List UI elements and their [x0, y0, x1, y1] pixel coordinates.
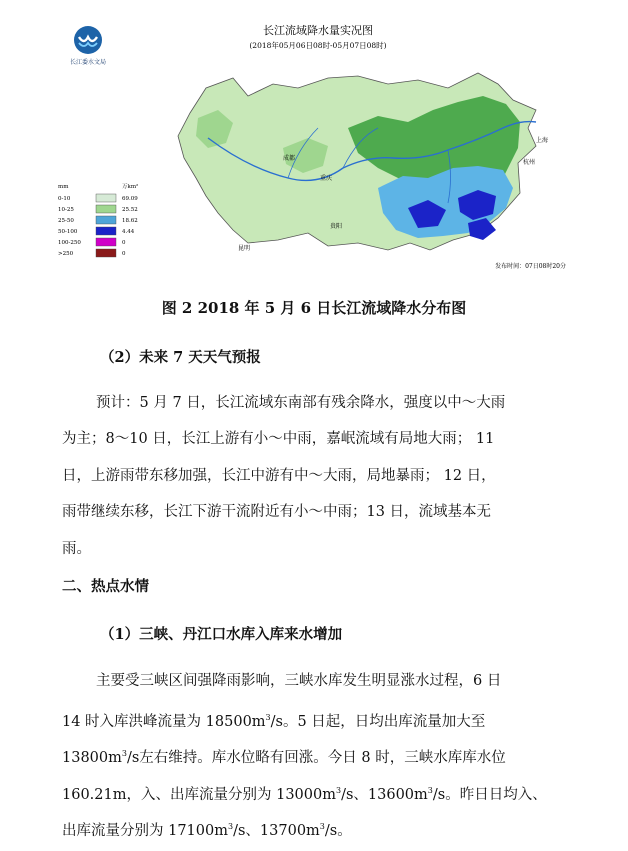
hotspot-line-5: 出库流量分别为 $17100m^3/s$、$13700m^3/s$。: [62, 822, 352, 839]
legend-area-value: 25.52: [122, 207, 138, 213]
place-shanghai: 上海: [536, 137, 549, 144]
hotspot-line-3: $13800m^3/s$左右维持。库水位略有回涨。今日 8 时，三峡水库库水位: [62, 749, 506, 766]
legend-unit-mm: mm: [58, 184, 69, 190]
legend-range-label: 100-250: [58, 240, 81, 246]
legend-swatch: [96, 249, 116, 257]
hotspot-line-1: 主要受三峡区间强降雨影响，三峡水库发生明显涨水过程，6 日: [96, 673, 502, 689]
place-kunming: 昆明: [238, 245, 251, 252]
publish-time: 发布时间：07日08时20分: [495, 263, 566, 270]
legend-range-label: >250: [58, 251, 74, 257]
hotspot-line-4: 160.21m，入、出库流量分别为 $13000m^3/s$、$13600m^3/s$。昨日日均入、: [62, 786, 547, 803]
legend-area-value: 18.62: [122, 218, 138, 224]
map-legend: [58, 183, 138, 257]
map-title: 长江流域降水量实况图: [263, 24, 373, 37]
map-subtitle: (2018年05月06日08时-05月07日08时): [249, 41, 387, 50]
weather-line-5: 雨。: [62, 541, 91, 557]
legend-area-value: 0: [122, 251, 126, 257]
legend-swatch: [96, 238, 116, 246]
place-chongqing: 重庆: [320, 175, 333, 182]
legend-range-label: 0-10: [58, 196, 71, 202]
hotspot-line-2: 14 时入库洪峰流量为 $18500m^3/s$。5 日起，日均出库流量加大至: [62, 713, 486, 730]
place-guiyang: 贵阳: [330, 223, 343, 230]
place-hangzhou: 杭州: [523, 159, 536, 166]
legend-swatch: [96, 216, 116, 224]
hotspot-subheading: （1）三峡、丹江口水库入库来水增加: [100, 626, 343, 643]
legend-swatch: [96, 227, 116, 235]
legend-range-label: 10-25: [58, 207, 74, 213]
weather-line-2: 为主；8～10 日，长江上游有小～中雨，嘉岷流域有局地大雨； 11: [62, 431, 495, 447]
figure-caption: 图 2 2018 年 5 月 6 日长江流域降水分布图: [161, 299, 467, 317]
legend-range-label: 50-100: [58, 229, 78, 235]
hotspot-heading: 二、热点水情: [62, 578, 149, 595]
logo-text: 长江委水文局: [69, 59, 107, 66]
legend-area-value: 4.44: [122, 229, 135, 235]
legend-area-value: 0: [122, 240, 126, 246]
precipitation-map: [58, 18, 578, 280]
logo-icon: [74, 26, 102, 54]
weather-heading: （2）未来 7 天天气预报: [100, 349, 261, 366]
legend-swatch: [96, 205, 116, 213]
weather-line-1: 预计：5 月 7 日，长江流域东南部有残余降水，强度以中～大雨: [96, 395, 506, 411]
place-chengdu: 成都: [283, 155, 296, 162]
weather-line-4: 雨带继续东移，长江下游干流附近有小～中雨；13 日，流域基本无: [62, 504, 492, 520]
legend-unit-area: 万km²: [122, 184, 139, 190]
weather-line-3: 日，上游雨带东移加强，长江中游有中～大雨，局地暴雨； 12 日，: [62, 468, 496, 484]
legend-swatch: [96, 194, 116, 202]
legend-range-label: 25-50: [58, 218, 74, 224]
legend-area-value: 69.09: [122, 196, 138, 202]
